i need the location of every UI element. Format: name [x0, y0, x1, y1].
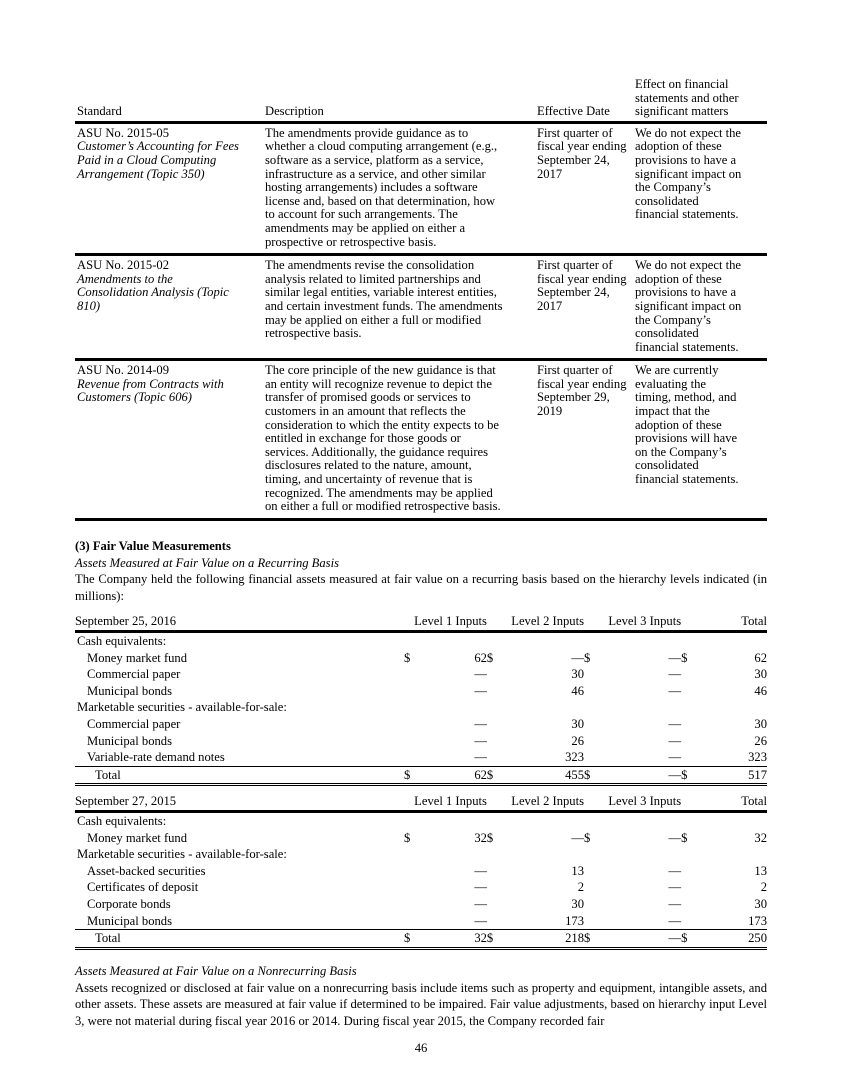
- description-cell-line: hosting arrangements) includes a software: [265, 180, 478, 195]
- empty-cell: [400, 699, 767, 716]
- table-row: [75, 896, 767, 913]
- value-cell: —: [668, 896, 682, 911]
- currency-sign: $: [486, 830, 494, 845]
- header-effect: [633, 78, 767, 122]
- description-cell-line: The amendments revise the consolidation: [265, 258, 475, 273]
- total-value: 62: [420, 766, 486, 785]
- description-cell-line: and certain investment funds. The amendments: [265, 298, 503, 313]
- effect-cell-line: We are currently: [635, 363, 719, 378]
- currency-sign: [400, 716, 420, 733]
- table-row: [75, 830, 767, 847]
- value-cell: 323: [565, 750, 584, 765]
- effect-cell: [633, 255, 767, 360]
- value-cell: 26: [571, 733, 584, 748]
- total-header: Total: [681, 613, 767, 632]
- value-cell: —: [474, 913, 487, 928]
- description-cell-line: disclosures related to the nature, amount,: [265, 458, 472, 473]
- effect-cell-line: the Company’s: [635, 180, 711, 195]
- description-cell: [263, 360, 535, 520]
- currency-sign: $: [584, 830, 591, 845]
- recurring-paragraph: The Company held the following financial assets measured at fair value on a recurring basis based on the hierarchy levels indicated (in millions):: [75, 572, 767, 603]
- standards-row: [75, 122, 767, 254]
- description-cell-line: similar legal entities, variable interest entities,: [265, 285, 497, 300]
- effect-cell: [633, 122, 767, 254]
- value-cell: —: [474, 733, 487, 748]
- level-3-header: Level 3 Inputs: [584, 613, 681, 632]
- currency-sign: [487, 913, 507, 930]
- value-cell: —: [474, 896, 487, 911]
- effect-cell-line: provisions will have: [635, 431, 738, 446]
- value-cell: —: [571, 650, 584, 665]
- effect-cell-line: consolidated: [635, 458, 699, 473]
- fair-value-table-2016: [75, 613, 767, 786]
- value-cell: —: [668, 913, 682, 928]
- standard-cell-line: 810): [77, 298, 101, 313]
- asu-number: ASU No. 2014-09: [77, 363, 170, 378]
- standard-cell-line: Consolidation Analysis (Topic: [77, 285, 229, 300]
- table-header-row: [75, 793, 767, 812]
- effect-cell-line: adoption of these: [635, 271, 722, 286]
- description-cell: [263, 122, 535, 254]
- header-effect-line: statements and other: [635, 90, 739, 105]
- currency-sign: [487, 896, 507, 913]
- value-cell: 62: [754, 650, 767, 665]
- currency-sign: [400, 913, 420, 930]
- description-cell-line: recognized. The amendments may be applied: [265, 485, 493, 500]
- effective-date-cell: [535, 360, 633, 520]
- effect-cell-line: consolidated: [635, 326, 699, 341]
- description-cell-line: whether a cloud computing arrangement (e.g.,: [265, 139, 498, 154]
- value-cell: 30: [754, 896, 767, 911]
- value-cell: 32: [474, 830, 487, 845]
- currency-sign: $: [681, 930, 701, 949]
- currency-sign: [487, 666, 507, 683]
- description-cell-line: timing, and uncertainty of revenue that is: [265, 472, 473, 487]
- table-date: September 27, 2015: [75, 793, 400, 812]
- group-row: [75, 699, 767, 716]
- total-row: [75, 930, 767, 949]
- description-cell-line: amendments may be applied on either a: [265, 220, 466, 235]
- effect-cell-line: consolidated: [635, 193, 699, 208]
- effective-date-cell-line: 2019: [537, 404, 563, 419]
- asu-number: ASU No. 2015-02: [77, 258, 170, 273]
- currency-sign: $: [584, 930, 604, 949]
- effect-cell: [633, 360, 767, 520]
- currency-sign: [584, 913, 604, 930]
- currency-sign: [400, 863, 420, 880]
- level-1-header: Level 1 Inputs: [400, 613, 487, 632]
- currency-sign: $: [584, 766, 604, 785]
- group-row: [75, 846, 767, 863]
- level-3-header: Level 3 Inputs: [584, 793, 681, 812]
- value-cell: —: [474, 667, 487, 682]
- standards-header-row: [75, 78, 767, 122]
- currency-sign: [681, 749, 701, 766]
- row-label: Money market fund: [87, 830, 188, 845]
- value-cell: —: [668, 830, 682, 845]
- currency-sign: [584, 896, 604, 913]
- row-label: Commercial paper: [87, 667, 181, 682]
- currency-sign: [584, 863, 604, 880]
- currency-sign: [400, 749, 420, 766]
- header-effect-line: Effect on financial: [635, 77, 729, 91]
- effect-cell-line: provisions to have a: [635, 152, 737, 167]
- value-cell: —: [668, 650, 682, 665]
- row-label: Certificates of deposit: [87, 880, 199, 895]
- effective-date-cell-line: First quarter of: [537, 363, 613, 378]
- value-cell: 46: [754, 683, 767, 698]
- currency-sign: [487, 683, 507, 700]
- value-cell: —: [668, 750, 682, 765]
- currency-sign: [681, 879, 701, 896]
- currency-sign: [681, 913, 701, 930]
- currency-sign: [681, 666, 701, 683]
- currency-sign: [400, 896, 420, 913]
- table-row: [75, 879, 767, 896]
- currency-sign: [584, 683, 604, 700]
- value-cell: 46: [571, 683, 584, 698]
- table-row: [75, 863, 767, 880]
- currency-sign: $: [400, 930, 420, 949]
- currency-sign: [681, 896, 701, 913]
- currency-sign: [584, 749, 604, 766]
- description-cell-line: transfer of promised goods or services to: [265, 390, 471, 405]
- value-cell: 323: [748, 750, 767, 765]
- currency-sign: [681, 863, 701, 880]
- effect-cell-line: We do not expect the: [635, 125, 741, 140]
- effective-date-cell: [535, 122, 633, 254]
- currency-sign: $: [487, 766, 507, 785]
- currency-sign: $: [404, 650, 411, 665]
- currency-sign: [400, 666, 420, 683]
- total-value: 218: [507, 930, 584, 949]
- total-value: 517: [702, 766, 767, 785]
- value-cell: —: [668, 880, 682, 895]
- description-cell-line: license and, based on that determination, how: [265, 193, 496, 208]
- row-label: Commercial paper: [87, 716, 181, 731]
- empty-cell: [400, 632, 767, 650]
- currency-sign: $: [681, 650, 688, 665]
- group-row: [75, 812, 767, 830]
- description-cell-line: entitled in exchange for those goods or: [265, 431, 461, 446]
- header-standard: Standard: [77, 104, 122, 119]
- effect-cell-line: evaluating the: [635, 376, 706, 391]
- table-row: [75, 716, 767, 733]
- value-cell: —: [668, 683, 682, 698]
- total-value: 455: [507, 766, 584, 785]
- row-label: Municipal bonds: [87, 683, 173, 698]
- value-cell: 13: [754, 863, 767, 878]
- currency-sign: [400, 879, 420, 896]
- total-value: —: [604, 766, 681, 785]
- description-cell-line: services. Additionally, the guidance requires: [265, 444, 489, 459]
- value-cell: 173: [565, 913, 584, 928]
- effect-cell-line: adoption of these: [635, 139, 722, 154]
- effective-date-cell-line: fiscal year ending: [537, 376, 627, 391]
- table-row: [75, 733, 767, 750]
- currency-sign: [487, 879, 507, 896]
- row-label: Marketable securities - available-for-sale:: [77, 700, 287, 715]
- nonrecurring-section: [75, 963, 767, 1029]
- effective-date-cell-line: September 24,: [537, 152, 610, 167]
- currency-sign: $: [681, 830, 688, 845]
- value-cell: 30: [754, 716, 767, 731]
- currency-sign: [584, 716, 604, 733]
- total-header: Total: [681, 793, 767, 812]
- row-label: Municipal bonds: [87, 733, 173, 748]
- table-row: [75, 913, 767, 930]
- standard-cell: [75, 122, 263, 254]
- empty-cell: [400, 812, 767, 830]
- value-cell: 26: [754, 733, 767, 748]
- description-cell-line: The amendments provide guidance as to: [265, 125, 469, 140]
- total-row: [75, 766, 767, 785]
- description-cell-line: The core principle of the new guidance is that: [265, 363, 496, 378]
- standard-cell-line: Amendments to the: [77, 271, 173, 286]
- effective-date-cell-line: September 24,: [537, 285, 610, 300]
- value-cell: —: [668, 733, 682, 748]
- value-cell: —: [474, 880, 487, 895]
- currency-sign: [487, 733, 507, 750]
- currency-sign: [584, 666, 604, 683]
- header-effect-line: significant matters: [635, 104, 729, 119]
- row-label: Corporate bonds: [87, 896, 171, 911]
- value-cell: 13: [571, 863, 584, 878]
- empty-cell: [400, 846, 767, 863]
- currency-sign: [681, 716, 701, 733]
- total-label: Total: [75, 930, 400, 949]
- table-row: [75, 650, 767, 667]
- description-cell-line: infrastructure as a service, and other similar: [265, 166, 486, 181]
- effect-cell-line: adoption of these: [635, 417, 722, 432]
- value-cell: —: [474, 863, 487, 878]
- table-date: September 25, 2016: [75, 613, 400, 632]
- row-label: Marketable securities - available-for-sale:: [77, 847, 287, 862]
- effect-cell-line: We do not expect the: [635, 258, 741, 273]
- effect-cell-line: provisions to have a: [635, 285, 737, 300]
- value-cell: —: [668, 667, 682, 682]
- effective-date-cell-line: fiscal year ending: [537, 271, 627, 286]
- effective-date-cell-line: 2017: [537, 166, 563, 181]
- standard-cell: [75, 255, 263, 360]
- value-cell: 173: [748, 913, 767, 928]
- row-label: Variable-rate demand notes: [87, 750, 225, 765]
- table-row: [75, 683, 767, 700]
- value-cell: 62: [474, 650, 487, 665]
- nonrecurring-subheading: Assets Measured at Fair Value on a Nonrecurring Basis: [75, 964, 357, 978]
- value-cell: —: [668, 863, 682, 878]
- description-cell-line: prospective or retrospective basis.: [265, 234, 437, 249]
- currency-sign: [584, 733, 604, 750]
- section-heading: (3) Fair Value Measurements: [75, 539, 231, 553]
- description-cell-line: an entity will recognize revenue to depict the: [265, 376, 492, 391]
- value-cell: 30: [571, 716, 584, 731]
- row-label: Asset-backed securities: [87, 863, 206, 878]
- description-cell-line: customers in an amount that reflects the: [265, 404, 466, 419]
- value-cell: 30: [571, 667, 584, 682]
- currency-sign: [487, 716, 507, 733]
- fair-value-section: [75, 538, 767, 604]
- effect-cell-line: timing, method, and: [635, 390, 737, 405]
- header-effective-date: Effective Date: [537, 104, 610, 119]
- value-cell: —: [668, 716, 682, 731]
- nonrecurring-paragraph: Assets recognized or disclosed at fair value on a nonrecurring basis include items such as property and equipment, intangible assets, and other assets. These assets are measured at fair value if determined to be impaired. Fair value adjustments, based on hierarchy input Level 3, were not material during fiscal year 2016 or 2014. During fiscal year 2015, the Company recorded fair: [75, 980, 767, 1028]
- standard-cell: [75, 360, 263, 520]
- value-cell: 2: [577, 880, 584, 895]
- currency-sign: [400, 733, 420, 750]
- effect-cell-line: financial statements.: [635, 339, 739, 354]
- total-value: 250: [702, 930, 767, 949]
- table-header-row: [75, 613, 767, 632]
- asu-number: ASU No. 2015-05: [77, 125, 170, 140]
- standard-cell-line: Revenue from Contracts with: [77, 376, 224, 391]
- effect-cell-line: financial statements.: [635, 207, 739, 222]
- currency-sign: [681, 683, 701, 700]
- value-cell: 30: [754, 667, 767, 682]
- effective-date-cell-line: First quarter of: [537, 258, 613, 273]
- effect-cell-line: on the Company’s: [635, 444, 727, 459]
- description-cell-line: consideration to which the entity expects to be: [265, 417, 499, 432]
- effect-cell-line: impact that the: [635, 404, 710, 419]
- level-1-header: Level 1 Inputs: [400, 793, 487, 812]
- currency-sign: [487, 863, 507, 880]
- level-2-header: Level 2 Inputs: [487, 613, 584, 632]
- row-label: Cash equivalents:: [77, 814, 167, 828]
- group-row: [75, 632, 767, 650]
- page-number: 46: [414, 1041, 428, 1055]
- header-description: Description: [265, 104, 324, 119]
- standard-cell-line: Customers (Topic 606): [77, 390, 192, 405]
- value-cell: 32: [754, 830, 767, 845]
- level-2-header: Level 2 Inputs: [487, 793, 584, 812]
- effect-cell-line: significant impact on: [635, 298, 742, 313]
- description-cell-line: may be applied on either a full or modified: [265, 312, 482, 327]
- table-row: [75, 666, 767, 683]
- currency-sign: $: [681, 766, 701, 785]
- recurring-subheading: Assets Measured at Fair Value on a Recurring Basis: [75, 555, 339, 570]
- value-cell: 30: [571, 896, 584, 911]
- description-cell-line: to account for such arrangements. The: [265, 207, 458, 222]
- effective-date-cell-line: First quarter of: [537, 125, 613, 140]
- total-value: —: [604, 930, 681, 949]
- row-label: Cash equivalents:: [77, 634, 167, 648]
- standard-cell-line: Paid in a Cloud Computing: [77, 152, 217, 167]
- currency-sign: $: [404, 830, 411, 845]
- table-row: [75, 749, 767, 766]
- effective-date-cell: [535, 255, 633, 360]
- description-cell: [263, 255, 535, 360]
- currency-sign: [487, 749, 507, 766]
- currency-sign: $: [487, 930, 507, 949]
- effective-date-cell-line: fiscal year ending: [537, 139, 627, 154]
- value-cell: —: [474, 683, 487, 698]
- currency-sign: $: [486, 650, 494, 665]
- effective-date-cell-line: September 29,: [537, 390, 610, 405]
- accounting-standards-table: [75, 78, 767, 521]
- standards-row: [75, 360, 767, 520]
- row-label: Money market fund: [87, 650, 188, 665]
- row-label: Municipal bonds: [87, 913, 173, 928]
- description-cell-line: software as a service, platform as a service,: [265, 152, 484, 167]
- description-cell-line: retrospective basis.: [265, 326, 362, 341]
- currency-sign: [400, 683, 420, 700]
- value-cell: —: [474, 716, 487, 731]
- effect-cell-line: financial statements.: [635, 472, 739, 487]
- currency-sign: [584, 879, 604, 896]
- effective-date-cell-line: 2017: [537, 298, 563, 313]
- effect-cell-line: significant impact on: [635, 166, 742, 181]
- value-cell: —: [571, 830, 584, 845]
- currency-sign: $: [584, 650, 591, 665]
- value-cell: —: [474, 750, 487, 765]
- standard-cell-line: Customer’s Accounting for Fees: [77, 139, 239, 154]
- effect-cell-line: the Company’s: [635, 312, 711, 327]
- description-cell-line: on either a full or modified retrospective basis.: [265, 499, 501, 514]
- currency-sign: [681, 733, 701, 750]
- standards-row: [75, 255, 767, 360]
- fair-value-table-2015: [75, 793, 767, 950]
- standard-cell-line: Arrangement (Topic 350): [77, 166, 205, 181]
- currency-sign: $: [400, 766, 420, 785]
- total-value: 32: [420, 930, 486, 949]
- total-label: Total: [75, 766, 400, 785]
- description-cell-line: analysis related to limited partnerships and: [265, 271, 481, 286]
- value-cell: 2: [760, 880, 767, 895]
